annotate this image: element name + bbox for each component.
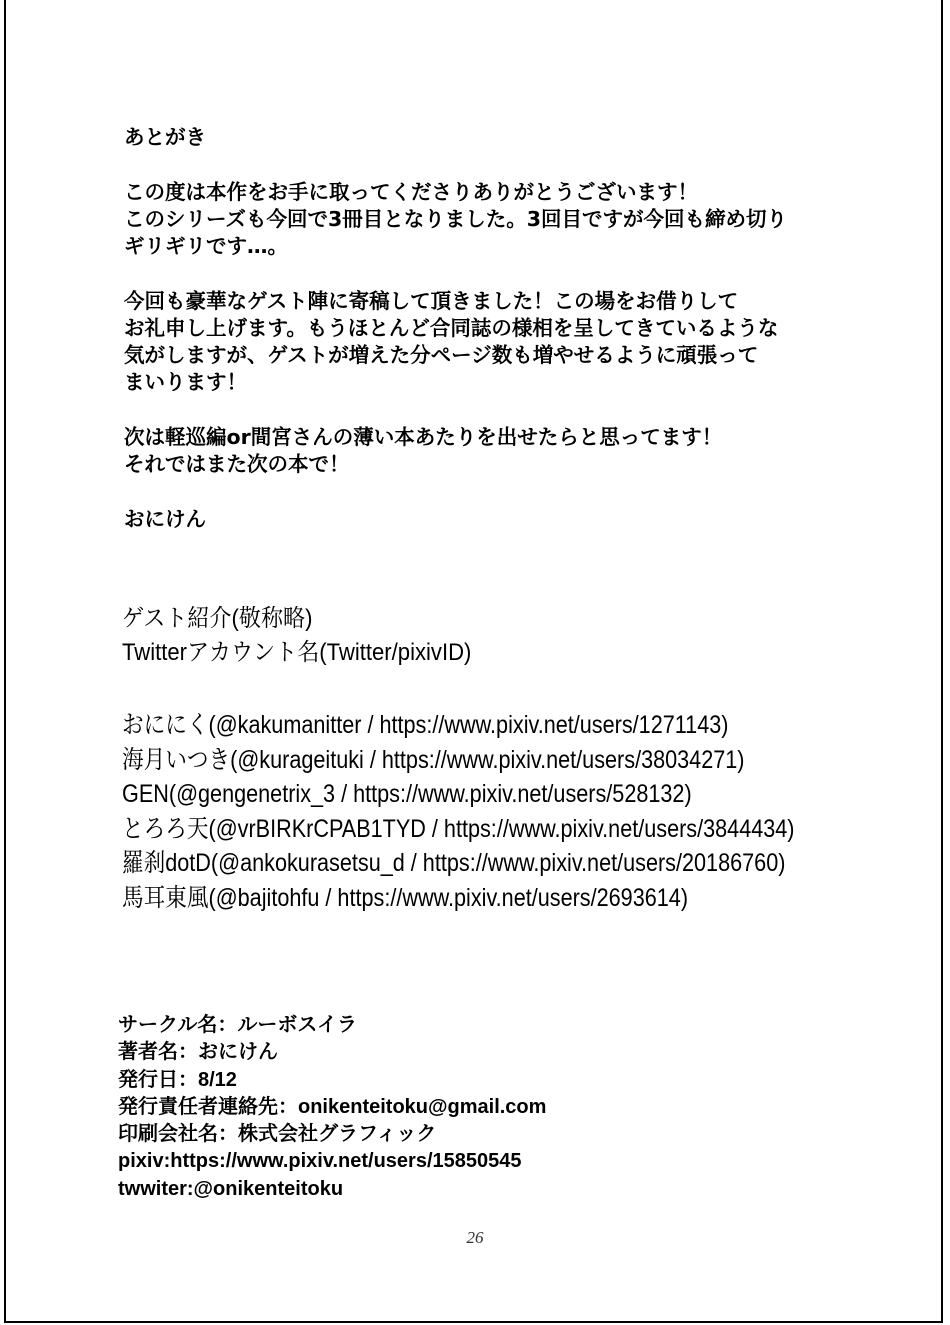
guest-header: [122, 602, 502, 670]
guest-entry: 羅刹dotD(@ankokurasetsu_d / https://www.pixiv.net/users/20186760): [122, 849, 786, 878]
twitter-handle: twwiter:@onikenteitoku: [118, 1177, 344, 1200]
afterword-line: お礼申し上げます。もうほとんど合同誌の様相を呈してきているような: [124, 316, 779, 340]
afterword-heading: あとがき: [124, 125, 206, 149]
pixiv-link: pixiv:https://www.pixiv.net/users/15850545: [118, 1150, 522, 1173]
afterword-signature: おにけん: [124, 507, 206, 531]
afterword-line: このシリーズも今回で3冊目となりました。3回目ですが今回も締め切り: [124, 207, 788, 231]
guest-format-note: Twitterアカウント名(Twitter/pixivID): [122, 639, 472, 666]
contact-email: 発行責任者連絡先：onikenteitoku@gmail.com: [118, 1095, 547, 1118]
page-number: 26: [466, 1228, 484, 1247]
guest-entry: 馬耳東風(@bajitohfu / https://www.pixiv.net/users/2693614): [122, 883, 689, 912]
afterword-line: この度は本作をお手に取ってくださりありがとうございます！: [124, 180, 698, 204]
guest-entry: 海月いつき(@kurageituki / https://www.pixiv.net/users/38034271): [122, 745, 745, 774]
afterword-line: それではまた次の本で！: [124, 452, 350, 476]
afterword-line: 今回も豪華なゲスト陣に寄稿して頂きました！この場をお借りして: [124, 289, 739, 313]
guest-list: [122, 708, 899, 916]
afterword-line: 気がしますが、ゲストが増えた分ページ数も増やせるように頑張って: [124, 343, 759, 367]
guest-entry: おににく(@kakumanitter / https://www.pixiv.net/users/1271143): [122, 711, 729, 739]
guest-entry: GEN(@gengenetrix_3 / https://www.pixiv.net/users/528132): [122, 780, 692, 809]
author-name: 著者名：おにけん: [118, 1041, 278, 1064]
afterword-section: [124, 124, 884, 533]
printer-name: 印刷会社名：株式会社グラフィック: [118, 1123, 437, 1146]
publish-date: 発行日：8/12: [118, 1068, 237, 1091]
guest-heading: ゲスト紹介(敬称略): [122, 605, 313, 632]
afterword-line: ギリギリです…。: [124, 234, 288, 258]
guest-entry: とろろ天(@vrBIRKrCPAB1TYD / https://www.pixiv.net/users/3844434): [122, 814, 795, 843]
afterword-line: まいります！: [124, 370, 247, 394]
afterword-line: 次は軽巡編or間宮さんの薄い本あたりを出せたらと思ってます！: [124, 425, 723, 449]
colophon: [118, 1012, 546, 1203]
circle-name: サークル名：ルーボスイラ: [118, 1014, 357, 1036]
